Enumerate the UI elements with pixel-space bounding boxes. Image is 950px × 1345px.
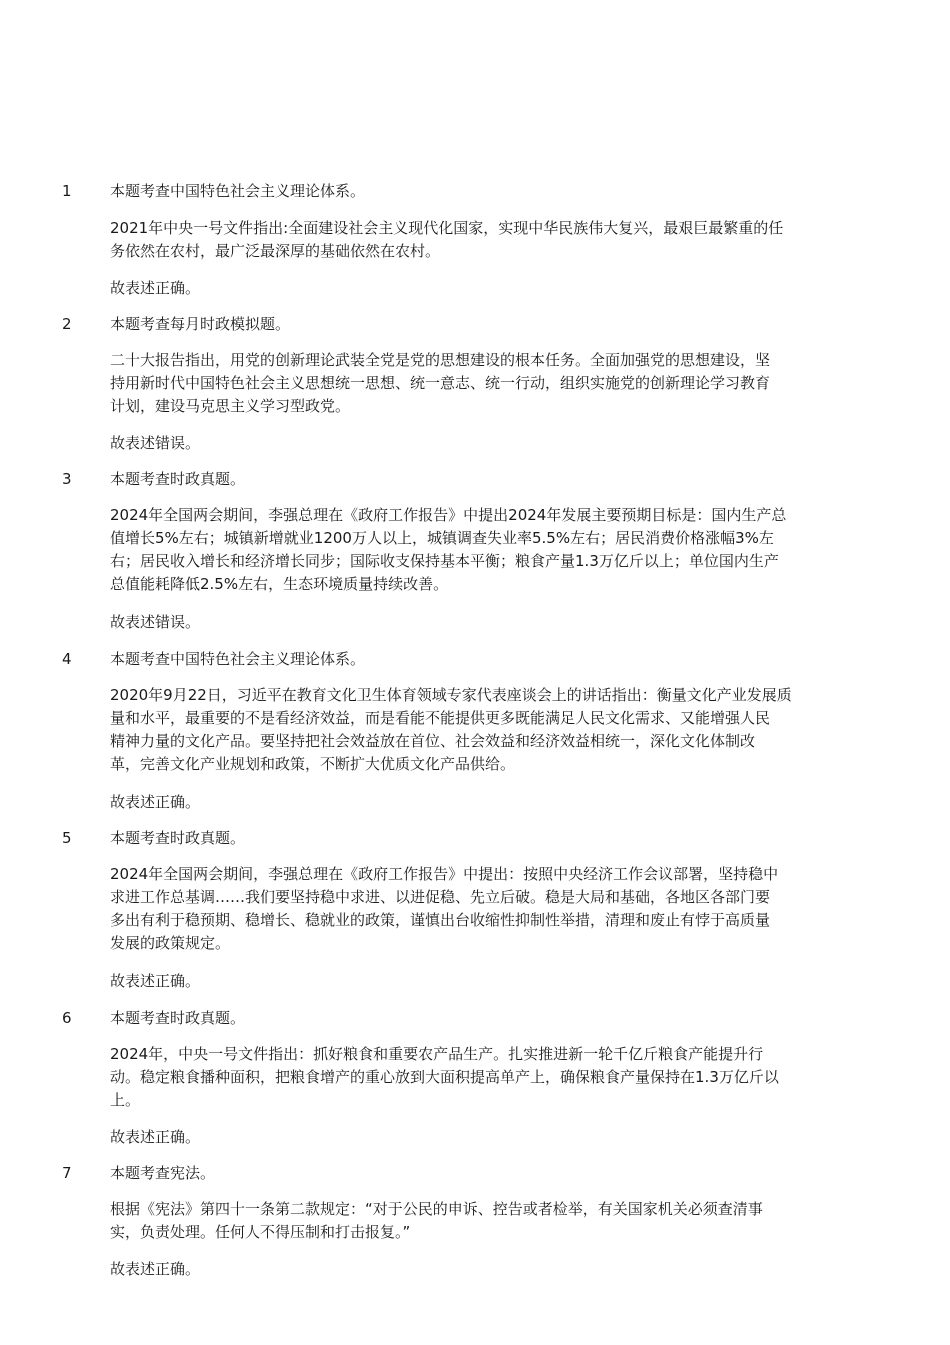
body-line: 计划，建设马克思主义学习型政党。	[110, 397, 351, 415]
item-body	[110, 349, 866, 418]
item-number: 3	[62, 470, 72, 488]
item-title: 本题考查时政真题。	[110, 470, 246, 488]
body-line: 精神力量的文化产品。要坚持把社会效益放在首位、社会效益和经济效益相统一，深化文化体制改	[110, 732, 756, 750]
item-number: 1	[62, 182, 72, 200]
item-body	[110, 1043, 866, 1112]
item-conclusion: 故表述正确。	[110, 1128, 201, 1146]
body-line: 2024年全国两会期间，李强总理在《政府工作报告》中提出：按照中央经济工作会议部署，坚持稳中	[110, 865, 779, 883]
body-line: 动。稳定粮食播种面积，把粮食增产的重心放到大面积提高单产上，确保粮食产量保持在1.3万亿斤以	[110, 1068, 779, 1086]
item-conclusion: 故表述正确。	[110, 793, 201, 811]
body-line: 多出有利于稳预期、稳增长、稳就业的政策，谨慎出台收缩性抑制性举措，清理和废止有悖于高质量	[110, 911, 771, 929]
item-conclusion: 故表述错误。	[110, 434, 201, 452]
body-line: 革，完善文化产业规划和政策，不断扩大优质文化产品供给。	[110, 755, 516, 773]
item-title: 本题考查宪法。	[110, 1164, 216, 1182]
body-line: 2021年中央一号文件指出:全面建设社会主义现代化国家，实现中华民族伟大复兴，最艰巨最繁重的任	[110, 219, 784, 237]
item-body	[110, 504, 866, 596]
item-title: 本题考查每月时政模拟题。	[110, 315, 291, 333]
body-line: 2020年9月22日，习近平在教育文化卫生体育领域专家代表座谈会上的讲话指出：衡量文化产业发展质	[110, 686, 792, 704]
item-title: 本题考查时政真题。	[110, 1009, 246, 1027]
item-title: 本题考查中国特色社会主义理论体系。	[110, 182, 366, 200]
body-line: 持用新时代中国特色社会主义思想统一思想、统一意志、统一行动，组织实施党的创新理论学习教育	[110, 374, 771, 392]
body-line: 值增长5%左右；城镇新增就业1200万人以上，城镇调查失业率5.5%左右；居民消费价格涨幅3%左	[110, 529, 774, 547]
item-conclusion: 故表述正确。	[110, 972, 201, 990]
body-line: 根据《宪法》第四十一条第二款规定：“对于公民的申诉、控告或者检举，有关国家机关必须查清事	[110, 1200, 763, 1218]
body-line: 求进工作总基调……我们要坚持稳中求进、以进促稳、先立后破。稳是大局和基础，各地区各部门要	[110, 888, 771, 906]
body-line: 实，负责处理。任何人不得压制和打击报复。”	[110, 1223, 411, 1241]
item-title: 本题考查时政真题。	[110, 829, 246, 847]
body-line: 二十大报告指出，用党的创新理论武装全党是党的思想建设的根本任务。全面加强党的思想建设，坚	[110, 351, 771, 369]
item-conclusion: 故表述错误。	[110, 613, 201, 631]
item-number: 2	[62, 315, 72, 333]
item-body	[110, 217, 866, 263]
item-number: 7	[62, 1164, 72, 1182]
item-conclusion: 故表述正确。	[110, 1260, 201, 1278]
body-line: 总值能耗降低2.5%左右，生态环境质量持续改善。	[110, 575, 449, 593]
item-number: 5	[62, 829, 72, 847]
body-line: 上。	[110, 1091, 141, 1109]
body-line: 2024年，中央一号文件指出：抓好粮食和重要农产品生产。扎实推进新一轮千亿斤粮食产能提升行	[110, 1045, 764, 1063]
item-body	[110, 863, 866, 955]
body-line: 务依然在农村，最广泛最深厚的基础依然在农村。	[110, 242, 441, 260]
item-body	[110, 1198, 866, 1244]
body-line: 量和水平，最重要的不是看经济效益，而是看能不能提供更多既能满足人民文化需求、又能增强人民	[110, 709, 771, 727]
item-conclusion: 故表述正确。	[110, 279, 201, 297]
body-line: 发展的政策规定。	[110, 934, 231, 952]
item-number: 6	[62, 1009, 72, 1027]
item-body	[110, 684, 866, 776]
body-line: 右；居民收入增长和经济增长同步；国际收支保持基本平衡；粮食产量1.3万亿斤以上；单位国内生产	[110, 552, 779, 570]
item-number: 4	[62, 650, 72, 668]
body-line: 2024年全国两会期间，李强总理在《政府工作报告》中提出2024年发展主要预期目标是：国内生产总	[110, 506, 787, 524]
item-title: 本题考查中国特色社会主义理论体系。	[110, 650, 366, 668]
